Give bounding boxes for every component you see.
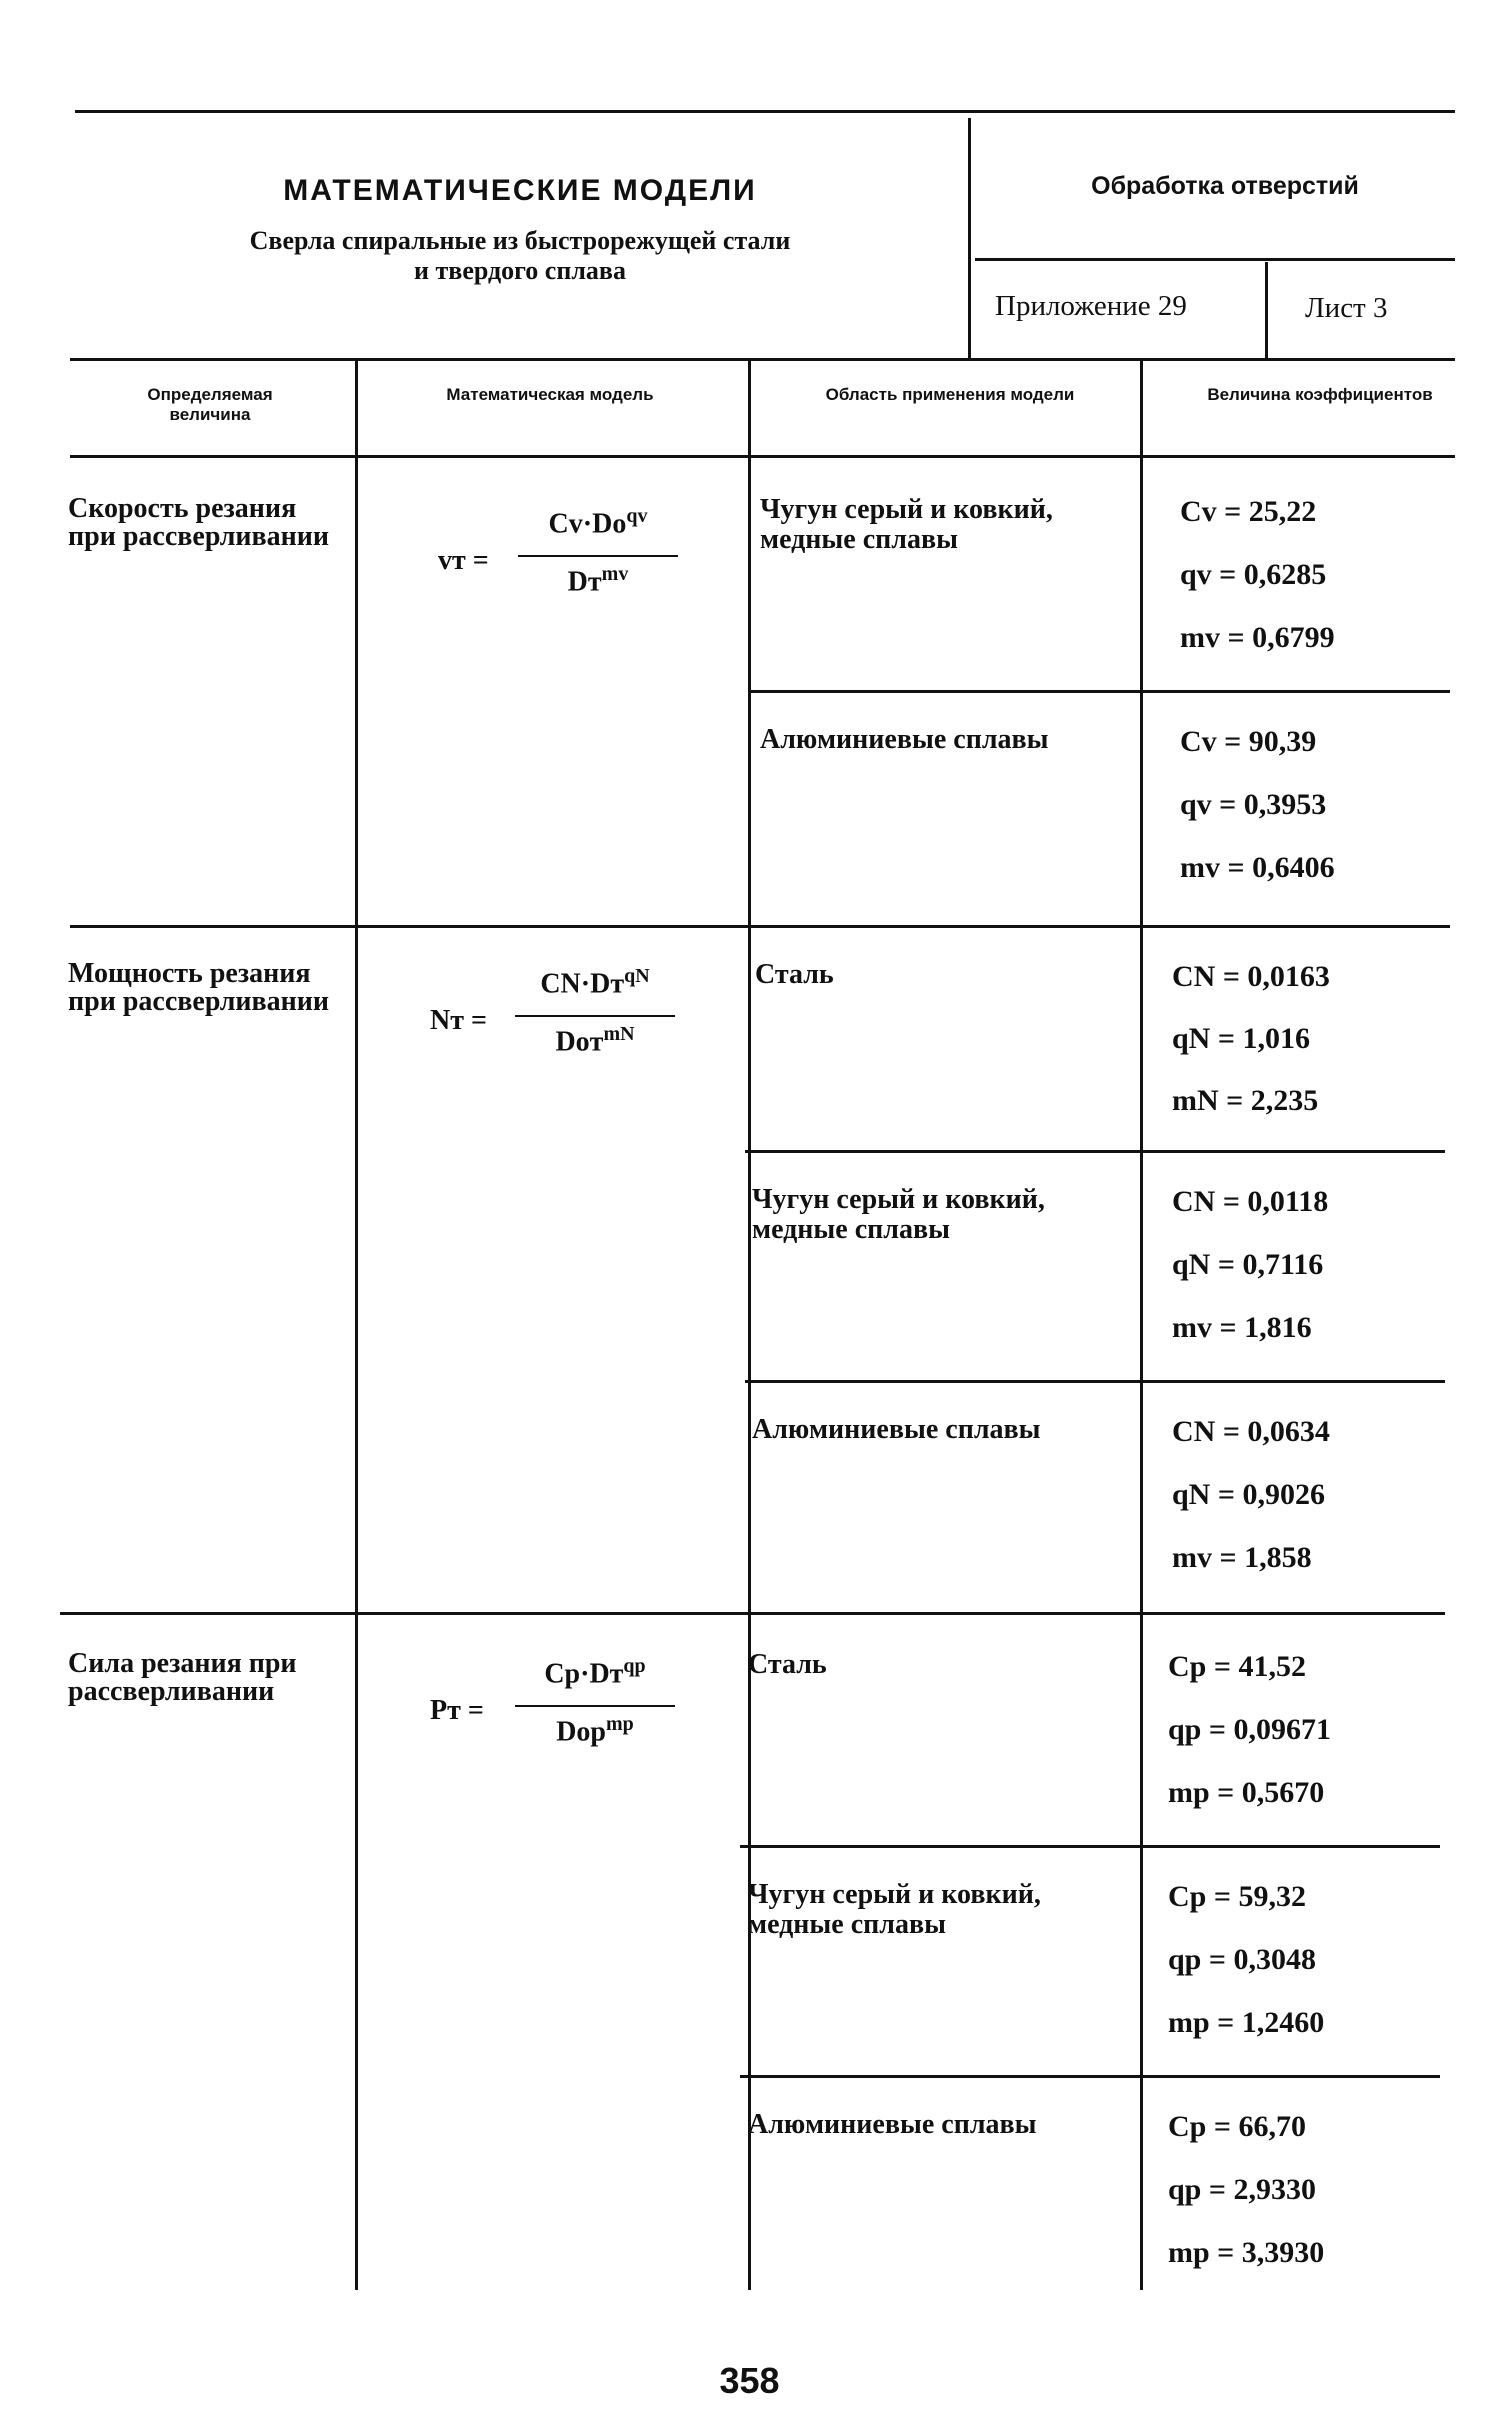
row-2-group-divider-1 (745, 1150, 1445, 1153)
row-2-group-3-coef-3: mv = 1,858 (1172, 1541, 1312, 1574)
row-3-group-2-coef-2: qp = 0,3048 (1168, 1943, 1316, 1976)
subtitle-line-1: Сверла спиральные из быстрорежущей стали (249, 226, 791, 255)
row-1-group-1-coef-1: Cv = 25,22 (1180, 495, 1317, 528)
row-1-quantity: Скорость резания при рассверливании (68, 493, 330, 552)
row-2-formula (430, 965, 690, 1085)
row-1-group-2-coef-3: mv = 0,6406 (1180, 851, 1335, 884)
row-1-group-1-coef-3: mv = 0,6799 (1180, 621, 1335, 654)
formula-denominator: Dop$^{mp}$ (556, 1713, 634, 1748)
subtitle-line-2: и твердого сплава (414, 256, 626, 285)
row-2-bottom-rule (60, 1612, 1445, 1615)
row-3-quantity: Сила резания при рассверливании (68, 1648, 297, 1707)
formula-numerator: $Cp\cdot Dт^{qp}$ (544, 1655, 646, 1690)
row-1-group-divider (750, 690, 1450, 693)
section-label: Обработка отверстий (1091, 172, 1359, 200)
row-2-group-2-coef-2: qN = 0,7116 (1172, 1248, 1324, 1281)
row-2-group-3-coef-1: CN = 0,0634 (1172, 1415, 1330, 1448)
formula-lhs: Nт = (430, 1005, 487, 1036)
col-header-coefficients: Величина коэффициентов (1207, 385, 1433, 404)
col-divider-1 (355, 360, 358, 2290)
column-header-rule (70, 455, 1455, 458)
row-2-group-1-coef-1: CN = 0,0163 (1172, 960, 1330, 993)
row-2-group-1-coef-3: mN = 2,235 (1172, 1084, 1319, 1117)
row-3-group-3-area: Алюминиевые сплавы (748, 2109, 1037, 2140)
row-1-group-2-area: Алюминиевые сплавы (760, 724, 1049, 755)
row-1-group-2-coef-1: Cv = 90,39 (1180, 725, 1317, 758)
row-3-group-2-area: Чугун серый и ковкий, медные сплавы (748, 1879, 1041, 1940)
row-2-group-2-coef-1: CN = 0,0118 (1172, 1185, 1329, 1218)
row-2-group-3-area: Алюминиевые сплавы (752, 1414, 1041, 1445)
col-divider-2 (748, 360, 751, 2290)
header-bottom-rule (70, 358, 1455, 361)
row-1-group-1-area: Чугун серый и ковкий, медные сплавы (760, 494, 1053, 555)
row-1-formula (438, 505, 698, 625)
formula-numerator: $CN\cdot Dт^{qN}$ (540, 965, 650, 1000)
formula-lhs: vт = (438, 545, 489, 576)
header-divider (968, 118, 971, 358)
row-3-group-1-coef-3: mp = 0,5670 (1168, 1776, 1325, 1809)
fraction-bar (515, 1705, 675, 1707)
row-3-group-3-coef-2: qp = 2,9330 (1168, 2173, 1316, 2206)
row-2-group-2-area: Чугун серый и ковкий, медные сплавы (752, 1184, 1045, 1245)
row-3-group-divider-1 (740, 1845, 1440, 1848)
row-3-formula (430, 1655, 690, 1775)
page-title: МАТЕМАТИЧЕСКИЕ МОДЕЛИ (283, 174, 757, 207)
col-divider-3 (1140, 360, 1143, 2290)
col-header-quantity: Определяемая величина (147, 385, 273, 424)
row-3-group-2-coef-1: Cp = 59,32 (1168, 1880, 1306, 1913)
row-2-group-1-area: Сталь (755, 959, 834, 990)
appendix-divider (1265, 262, 1268, 358)
row-1-group-2-coef-2: qv = 0,3953 (1180, 788, 1327, 821)
col-header-model: Математическая модель (446, 385, 654, 404)
row-3-group-1-coef-2: qp = 0,09671 (1168, 1713, 1331, 1746)
row-1-group-1-coef-2: qv = 0,6285 (1180, 558, 1327, 591)
row-3-group-1-coef-1: Cp = 41,52 (1168, 1650, 1306, 1683)
fraction-bar (515, 1015, 675, 1017)
formula-denominator: $Dт^{mv}$ (567, 563, 629, 598)
row-2-group-2-coef-3: mv = 1,816 (1172, 1311, 1312, 1344)
top-rule (75, 110, 1455, 113)
col-header-area: Область применения модели (825, 385, 1075, 404)
row-3-group-divider-2 (740, 2075, 1440, 2078)
row-3-group-1-area: Сталь (748, 1649, 827, 1680)
page-subtitle (70, 226, 970, 286)
header-right-rule (975, 258, 1455, 261)
sheet-label: Лист 3 (1305, 292, 1388, 324)
row-2-quantity: Мощность резания при рассверливании (68, 958, 330, 1017)
row-2-group-1-coef-2: qN = 1,016 (1172, 1022, 1310, 1055)
appendix-label: Приложение 29 (995, 290, 1187, 322)
formula-numerator: $Cv\cdot Do^{qv}$ (548, 505, 648, 540)
row-3-group-3-coef-3: mp = 3,3930 (1168, 2236, 1325, 2269)
row-2-group-divider-2 (745, 1380, 1445, 1383)
row-3-group-2-coef-3: mp = 1,2460 (1168, 2006, 1325, 2039)
page-number: 358 (719, 2360, 780, 2401)
formula-denominator: Doт$^{mN}$ (555, 1023, 635, 1058)
row-1-bottom-rule (70, 925, 1450, 928)
fraction-bar (518, 555, 678, 557)
row-2-group-3-coef-2: qN = 0,9026 (1172, 1478, 1325, 1511)
formula-lhs: Pт = (430, 1695, 484, 1726)
row-3-group-3-coef-1: Cp = 66,70 (1168, 2110, 1306, 2143)
